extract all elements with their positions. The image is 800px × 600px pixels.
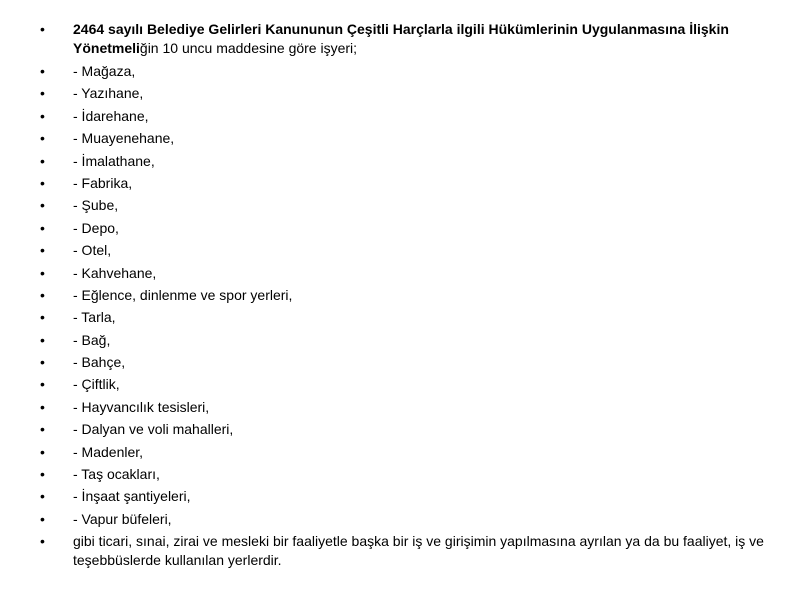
bullet-marker: • [40,398,45,415]
closing-text: gibi ticari, sınai, zirai ve mesleki bir faaliyetle başka bir iş ve girişimin yapılmasına ayrılan ya da bu faaliyet, iş ve teşebbüslerde kullanılan yerlerdir. [73,533,764,569]
bullet-marker: • [40,264,45,281]
list-item-text: - Tarla, [73,309,116,326]
list-item-text: - Eğlence, dinlenme ve spor yerleri, [73,286,293,303]
list-item-text: - İmalathane, [73,152,155,169]
bullet-marker: • [40,443,45,460]
bullet-marker: • [40,376,45,393]
bullet-marker: • [40,85,45,102]
bullet-marker: • [40,331,45,348]
list-item [40,353,780,372]
list-item [40,152,780,171]
list-item [40,487,780,506]
list-item [40,84,780,103]
intro-item [40,20,780,58]
list-item-text: - Hayvancılık tesisleri, [73,398,210,415]
bullet-marker: • [40,309,45,326]
list-item-text: - Bahçe, [73,354,126,371]
closing-item [40,532,780,570]
list-item [40,443,780,462]
list-item [40,420,780,439]
bullet-marker: • [40,466,45,483]
list-item [40,286,780,305]
list-item-text: - Otel, [73,242,112,259]
list-item-text: - Dalyan ve voli mahalleri, [73,421,234,438]
bullet-marker: • [40,488,45,505]
bullet-marker: • [40,107,45,124]
list-item-text: - Madenler, [73,443,144,460]
list-item-text: - Vapur büfeleri, [73,510,172,527]
list-item-text: - İdarehane, [73,107,149,124]
list-item-text: - Fabrika, [73,174,133,191]
list-item [40,264,780,283]
bullet-marker: • [40,219,45,236]
list-item-text: - Yazıhane, [73,85,144,102]
list-item-text: - Depo, [73,219,119,236]
list-item [40,219,780,238]
bullet-marker: • [40,533,45,550]
list-item [40,510,780,529]
bullet-marker: • [40,286,45,303]
bullet-marker: • [40,421,45,438]
list-item [40,375,780,394]
bullet-marker: • [40,242,45,259]
list-item [40,174,780,193]
bullet-marker: • [40,510,45,527]
bullet-list [40,20,780,574]
bullet-marker: • [40,174,45,191]
list-item-text: - Bağ, [73,331,111,348]
intro-text: ğin 10 uncu maddesine göre işyeri; [139,40,358,56]
list-item [40,129,780,148]
list-item [40,107,780,126]
list-item [40,398,780,417]
bullet-marker: • [40,63,45,79]
list-item-text: - Taş ocakları, [73,466,160,483]
bullet-marker: • [40,130,45,147]
list-item [40,308,780,327]
bullet-marker: • [40,152,45,169]
list-item [40,241,780,260]
bullet-marker: • [40,354,45,371]
list-item [40,331,780,350]
list-item [40,465,780,484]
list-item [40,196,780,215]
bullet-marker: • [40,21,45,37]
bullet-marker: • [40,197,45,214]
list-item [40,62,780,81]
list-item-text: - Mağaza, [73,63,136,79]
regulation-title: 2464 sayılı Belediye Gelirleri Kanununun Çeşitli Harçlarla ilgili Hükümlerinin Uygulanmasına İlişkin Yönetmeli [73,21,729,56]
list-item-text: - İnşaat şantiyeleri, [73,488,191,505]
list-item-text: - Kahvehane, [73,264,157,281]
list-item-text: - Çiftlik, [73,376,120,393]
list-item-text: - Muayenehane, [73,130,175,147]
list-item-text: - Şube, [73,197,119,214]
